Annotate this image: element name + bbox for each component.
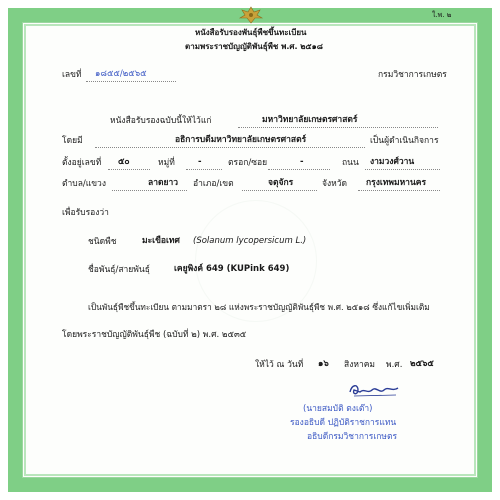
moo-underline	[186, 168, 222, 170]
date-year: ๒๕๖๕	[410, 359, 434, 369]
soi-underline	[268, 168, 330, 170]
province-label: จังหวัด	[322, 179, 348, 189]
issued-to-label: หนังสือรับรองฉบับนี้ให้ไว้แก่	[110, 116, 212, 126]
amphoe-underline	[242, 189, 317, 191]
number-underline	[86, 80, 176, 82]
issued-to-value: มหาวิทยาลัยเกษตรศาสตร์	[262, 115, 358, 125]
variety-label: ชื่อพันธุ์/สายพันธุ์	[88, 265, 150, 275]
certify-label: เพื่อรับรองว่า	[62, 208, 109, 218]
signatory-position-line2: อธิบดีกรมวิชาการเกษตร	[307, 432, 398, 442]
statement-line2: โดยพระราชบัญญัติพันธุ์พืช (ฉบับที่ ๒) พ.ศ. ๒๕๓๕	[62, 330, 247, 340]
statement-line1: เป็นพันธุ์พืชขึ้นทะเบียน ตามมาตรา ๒๘ แห่งพระราชบัญญัติพันธุ์พืช พ.ศ. ๒๕๑๘ ซึ่งแก้ไขเพิ่มเติม	[88, 302, 430, 312]
number-label: เลขที่	[62, 70, 82, 80]
certificate-title: หนังสือรับรองพันธุ์พืชขึ้นทะเบียน	[195, 28, 307, 37]
road-label: ถนน	[342, 158, 359, 168]
signatory-name: (นายสมบัติ ตงเต๊า)	[303, 404, 373, 414]
province-underline	[358, 189, 440, 191]
province-value: กรุงเทพมหานคร	[366, 178, 427, 188]
number-value: ๑๘๕๕/๒๕๖๕	[95, 69, 147, 79]
by-underline	[95, 146, 365, 148]
amphoe-label: อำเภอ/เขต	[193, 179, 234, 189]
road-underline	[365, 168, 440, 170]
form-code: ใ.พ. ๒	[432, 11, 452, 19]
garuda-emblem-icon	[238, 6, 264, 24]
tambon-value: ลาดยาว	[148, 178, 179, 188]
by-suffix: เป็นผู้ดำเนินกิจการ	[370, 136, 439, 146]
date-day: ๑๖	[318, 359, 329, 369]
address-number-underline	[108, 168, 150, 170]
soi-label: ตรอก/ซอย	[228, 158, 268, 168]
variety-value: เคยูพิงค์ 649 (KUPink 649)	[174, 264, 290, 274]
moo-label: หมู่ที่	[158, 158, 175, 168]
tambon-label: ตำบล/แขวง	[62, 179, 106, 189]
plant-label: ชนิดพืช	[88, 237, 117, 247]
department-name: กรมวิชาการเกษตร	[378, 70, 447, 80]
signature-icon	[346, 380, 406, 400]
certificate-subtitle: ตามพระราชบัญญัติพันธุ์พืช พ.ศ. ๒๕๑๘	[185, 42, 323, 51]
address-number: ๕๐	[118, 157, 130, 167]
date-year-label: พ.ศ.	[386, 360, 403, 370]
date-month: สิงหาคม	[344, 360, 376, 370]
signatory-position-line1: รองอธิบดี ปฏิบัติราชการแทน	[290, 418, 397, 428]
soi-value: -	[300, 157, 304, 167]
plant-latin-name: (Solanum lycopersicum L.)	[193, 236, 307, 246]
moo-value: -	[198, 157, 202, 167]
date-given-label: ให้ไว้ ณ วันที่	[255, 360, 304, 370]
plant-value: มะเขือเทศ	[142, 236, 180, 246]
issued-to-underline	[238, 126, 438, 128]
road-value: งามวงศ์วาน	[370, 157, 415, 167]
address-label: ตั้งอยู่เลขที่	[62, 158, 102, 168]
amphoe-value: จตุจักร	[268, 178, 294, 188]
by-value: อธิการบดีมหาวิทยาลัยเกษตรศาสตร์	[175, 135, 307, 145]
tambon-underline	[112, 189, 187, 191]
by-label: โดยมี	[62, 136, 83, 146]
